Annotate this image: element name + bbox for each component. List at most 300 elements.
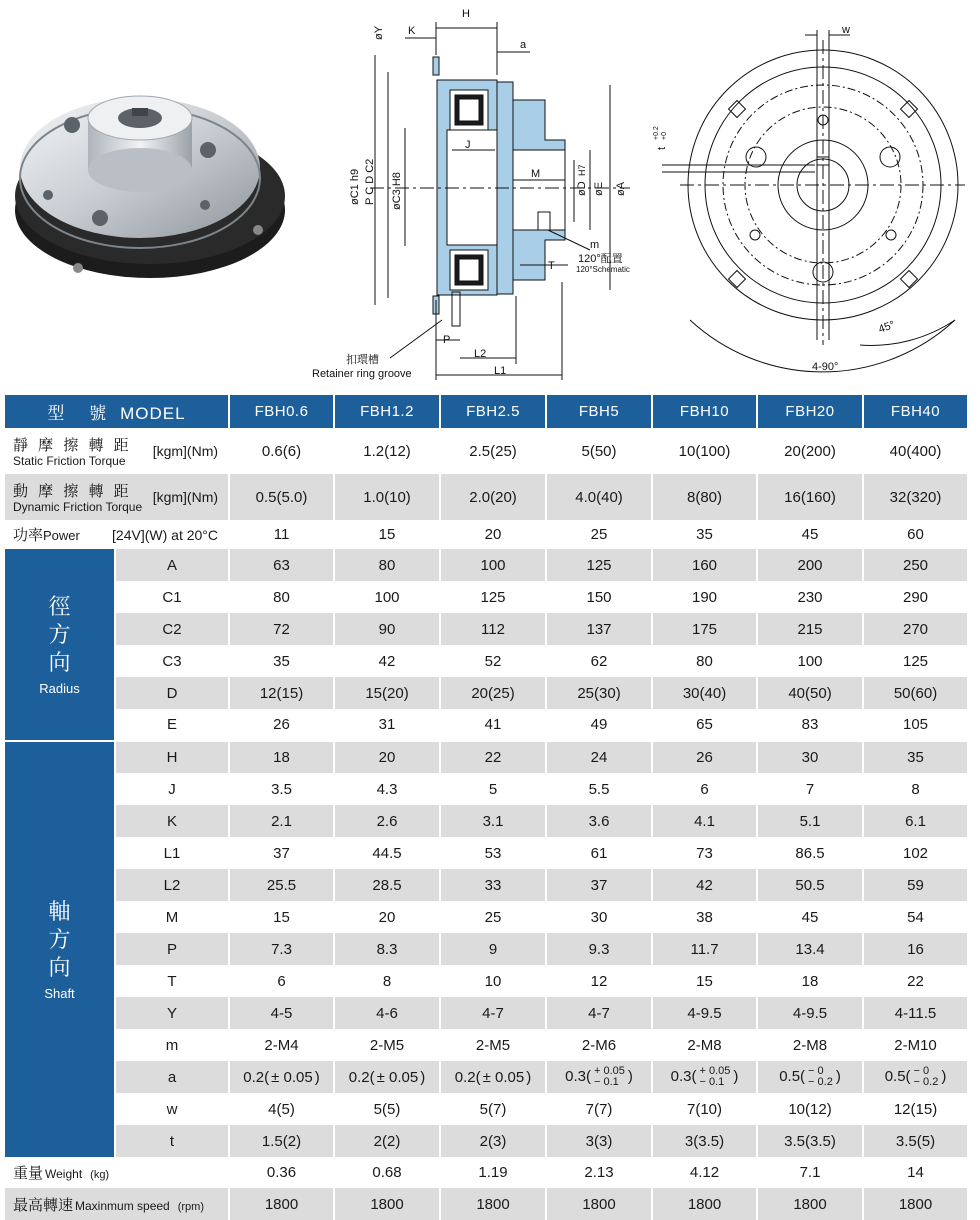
value-cell: 3(3) — [546, 1125, 652, 1157]
tol-upper: + 0.05 — [699, 1065, 731, 1077]
label-K: K — [408, 25, 416, 37]
value-cell: 13.4 — [757, 933, 863, 965]
value-cell: 49 — [546, 709, 652, 741]
value-cell: 16(160) — [757, 474, 863, 520]
value-cell: 4-9.5 — [757, 997, 863, 1029]
label-a: a — [520, 39, 527, 51]
row-label-en: Maxinmum speed — [75, 1198, 170, 1213]
value-cell: 4-5 — [229, 997, 334, 1029]
label-D: øD — [576, 181, 588, 196]
value-cell: 4-9.5 — [652, 997, 757, 1029]
label-H7: H7 — [577, 164, 587, 176]
value-cell: 4.1 — [652, 805, 757, 837]
label-L2: L2 — [474, 348, 487, 360]
value-cell: 8 — [334, 965, 440, 997]
value-cell: 125 — [546, 549, 652, 581]
value-cell: 3.6 — [546, 805, 652, 837]
value-cell: 2(2) — [334, 1125, 440, 1157]
tolerance-cell — [863, 1061, 968, 1093]
row-label-zh: 動 摩 擦 轉 距 — [13, 483, 132, 500]
value-cell: 30 — [757, 741, 863, 773]
value-cell: 15 — [229, 901, 334, 933]
model-col-6: FBH20 — [757, 395, 863, 428]
value-cell: 5.1 — [757, 805, 863, 837]
model-header-en: MODEL — [120, 404, 186, 423]
tolerance-cell — [757, 1061, 863, 1093]
value-cell: 54 — [863, 901, 968, 933]
row-label-en: Dynamic Friction Torque — [13, 500, 143, 514]
model-header — [5, 395, 229, 428]
row-param-name: K — [115, 805, 229, 837]
row-unit: [kgm](Nm) — [152, 489, 219, 505]
row-label — [5, 428, 229, 474]
value-cell: 2-M5 — [440, 1029, 546, 1061]
row-label-en: Static Friction Torque — [13, 454, 126, 468]
label-L1: L1 — [494, 365, 507, 377]
value-cell: 100 — [334, 581, 440, 613]
table-row — [5, 677, 968, 709]
tol-upper: − 0 — [808, 1065, 824, 1077]
value-cell: 42 — [652, 869, 757, 901]
value-cell: 3.1 — [440, 805, 546, 837]
value-cell: 90 — [334, 613, 440, 645]
value-cell: 83 — [757, 709, 863, 741]
value-cell: 1800 — [652, 1188, 757, 1220]
row-param-name: E — [115, 709, 229, 741]
table-row — [5, 474, 968, 520]
tol-close: ) — [314, 1068, 320, 1086]
value-cell: 63 — [229, 549, 334, 581]
tol-fraction — [700, 1066, 731, 1088]
value-cell: 7 — [757, 773, 863, 805]
tol-upper: + 0.05 — [594, 1065, 625, 1077]
value-cell: 20(200) — [757, 428, 863, 474]
value-cell: 137 — [546, 613, 652, 645]
row-label-text — [13, 524, 80, 545]
table-row — [5, 613, 968, 645]
value-cell: 65 — [652, 709, 757, 741]
tolerance-cell — [546, 1061, 652, 1093]
row-param-name: T — [115, 965, 229, 997]
value-cell: 1.19 — [440, 1157, 546, 1188]
value-cell: 22 — [440, 741, 546, 773]
tol-close: ) — [835, 1067, 841, 1085]
shaft-group-label — [5, 741, 115, 1157]
value-cell: 31 — [334, 709, 440, 741]
tol-lower: − 0.1 — [594, 1076, 619, 1088]
label-w: w — [842, 24, 850, 36]
tol-lower: − 0.1 — [699, 1076, 725, 1088]
value-cell: 105 — [863, 709, 968, 741]
product-photo — [15, 96, 285, 278]
value-cell: 1800 — [546, 1188, 652, 1220]
value-cell: 8 — [863, 773, 968, 805]
value-cell: 60 — [863, 520, 968, 549]
table-row — [5, 1188, 968, 1220]
table-row — [5, 901, 968, 933]
value-cell: 37 — [229, 837, 334, 869]
value-cell: 5(50) — [546, 428, 652, 474]
value-cell: 59 — [863, 869, 968, 901]
row-param-name: H — [115, 741, 229, 773]
table-row — [5, 1125, 968, 1157]
value-cell: 0.6(6) — [229, 428, 334, 474]
label-H: H — [462, 8, 470, 20]
label-J: J — [465, 139, 471, 151]
row-label-en: Weight — [45, 1167, 83, 1181]
table-row — [5, 645, 968, 677]
row-label-wrap — [13, 480, 228, 514]
table-row — [5, 869, 968, 901]
value-cell: 25(30) — [546, 677, 652, 709]
value-cell: 5(5) — [334, 1093, 440, 1125]
value-cell: 4-7 — [440, 997, 546, 1029]
tol-fraction — [914, 1066, 939, 1088]
tol-lower: − 0.2 — [913, 1076, 939, 1088]
row-param-name: L1 — [115, 837, 229, 869]
row-unit: (kg) — [90, 1169, 110, 1181]
value-cell: 52 — [440, 645, 546, 677]
label-t: t — [656, 146, 668, 150]
table-row — [5, 1061, 968, 1093]
value-cell: 1800 — [757, 1188, 863, 1220]
value-cell: 28.5 — [334, 869, 440, 901]
label-t-tol-up: +0.2 — [653, 126, 660, 140]
value-cell: 102 — [863, 837, 968, 869]
row-label — [5, 1157, 229, 1188]
tol-value: ± 0.05 — [482, 1068, 525, 1086]
value-cell: 32(320) — [863, 474, 968, 520]
value-cell: 6.1 — [863, 805, 968, 837]
row-label-zh: 最高轉速 — [13, 1196, 74, 1214]
model-col-1: FBH0.6 — [229, 395, 334, 428]
table-row — [5, 1093, 968, 1125]
row-unit: [24V](W) at 20°C — [112, 526, 219, 543]
group-label-char: 方 — [48, 927, 71, 952]
row-param-name: t — [115, 1125, 229, 1157]
row-param-name: P — [115, 933, 229, 965]
value-cell: 38 — [652, 901, 757, 933]
radius-group-label — [5, 549, 115, 741]
value-cell: 125 — [440, 581, 546, 613]
value-cell: 11 — [229, 520, 334, 549]
label-45: 45° — [876, 318, 897, 336]
product-illustrations — [0, 0, 980, 395]
value-cell: 1800 — [440, 1188, 546, 1220]
value-cell: 45 — [757, 520, 863, 549]
value-cell: 4.12 — [652, 1157, 757, 1188]
value-cell: 230 — [757, 581, 863, 613]
value-cell: 10 — [440, 965, 546, 997]
label-C1: øC1 h9 — [349, 168, 361, 205]
value-cell: 0.5(5.0) — [229, 474, 334, 520]
value-cell: 37 — [546, 869, 652, 901]
value-cell: 1800 — [334, 1188, 440, 1220]
group-label-char: 向 — [48, 650, 71, 675]
row-param-name: L2 — [115, 869, 229, 901]
value-cell: 26 — [229, 709, 334, 741]
row-param-name: w — [115, 1093, 229, 1125]
tol-value: ± 0.05 — [271, 1068, 313, 1086]
label-P: P — [443, 334, 451, 346]
tol-close: ) — [733, 1067, 739, 1085]
tol-close: ) — [941, 1067, 947, 1085]
value-cell: 30 — [546, 901, 652, 933]
tol-upper: − 0 — [913, 1065, 930, 1077]
table-row — [5, 549, 968, 581]
label-120-zh: 120°配置 — [578, 253, 623, 265]
value-cell: 1800 — [229, 1188, 334, 1220]
front-view-labels — [653, 24, 897, 373]
table-row — [5, 581, 968, 613]
value-cell: 2-M8 — [652, 1029, 757, 1061]
row-unit: (rpm) — [177, 1200, 205, 1213]
value-cell: 4-6 — [334, 997, 440, 1029]
value-cell: 7(7) — [546, 1093, 652, 1125]
tol-base: 0.3( — [565, 1067, 591, 1085]
label-C3: øC3 H8 — [391, 172, 403, 210]
table-row — [5, 741, 968, 773]
label-Y: øY — [373, 25, 385, 40]
value-cell: 3(3.5) — [652, 1125, 757, 1157]
value-cell: 2.13 — [546, 1157, 652, 1188]
value-cell: 215 — [757, 613, 863, 645]
table-row — [5, 1157, 968, 1188]
value-cell: 6 — [229, 965, 334, 997]
value-cell: 7.3 — [229, 933, 334, 965]
value-cell: 2-M5 — [334, 1029, 440, 1061]
value-cell: 20 — [334, 741, 440, 773]
value-cell: 26 — [652, 741, 757, 773]
model-header-zh: 型 號 — [47, 404, 117, 423]
illustration-canvas — [0, 0, 980, 395]
value-cell: 190 — [652, 581, 757, 613]
tol-base: 0.5( — [884, 1067, 911, 1085]
value-cell: 61 — [546, 837, 652, 869]
value-cell: 1800 — [863, 1188, 968, 1220]
value-cell: 2-M6 — [546, 1029, 652, 1061]
model-col-3: FBH2.5 — [440, 395, 546, 428]
value-cell: 100 — [757, 645, 863, 677]
row-label-text — [13, 434, 132, 468]
row-label-zh: 靜 摩 擦 轉 距 — [13, 437, 132, 454]
table-row — [5, 773, 968, 805]
value-cell: 112 — [440, 613, 546, 645]
value-cell: 150 — [546, 581, 652, 613]
row-unit: [kgm](Nm) — [152, 443, 219, 459]
value-cell: 5.5 — [546, 773, 652, 805]
value-cell: 290 — [863, 581, 968, 613]
value-cell: 160 — [652, 549, 757, 581]
value-cell: 25 — [440, 901, 546, 933]
value-cell: 18 — [229, 741, 334, 773]
value-cell: 14 — [863, 1157, 968, 1188]
row-label-wrap — [13, 524, 228, 545]
value-cell: 10(12) — [757, 1093, 863, 1125]
value-cell: 12(15) — [863, 1093, 968, 1125]
value-cell: 18 — [757, 965, 863, 997]
value-cell: 12(15) — [229, 677, 334, 709]
value-cell: 24 — [546, 741, 652, 773]
row-label — [5, 474, 229, 520]
value-cell: 30(40) — [652, 677, 757, 709]
tolerance-cell — [229, 1061, 334, 1093]
value-cell: 2.1 — [229, 805, 334, 837]
side-section-drawing — [370, 22, 630, 380]
value-cell: 175 — [652, 613, 757, 645]
value-cell: 2-M8 — [757, 1029, 863, 1061]
tol-base: 0.2( — [454, 1068, 481, 1086]
label-120-en: 120°Schematic — [576, 265, 630, 274]
value-cell: 50(60) — [863, 677, 968, 709]
value-cell: 9 — [440, 933, 546, 965]
row-param-name: C2 — [115, 613, 229, 645]
value-cell: 25 — [546, 520, 652, 549]
value-cell: 4.0(40) — [546, 474, 652, 520]
table-row — [5, 1029, 968, 1061]
value-cell: 2-M10 — [863, 1029, 968, 1061]
header-row — [5, 395, 968, 428]
row-param-name: M — [115, 901, 229, 933]
model-col-7: FBH40 — [863, 395, 968, 428]
row-label-text — [13, 480, 142, 514]
row-param-name: A — [115, 549, 229, 581]
tol-base: 0.2( — [243, 1068, 270, 1086]
tol-fraction — [808, 1066, 833, 1088]
table-row — [5, 837, 968, 869]
value-cell: 53 — [440, 837, 546, 869]
value-cell: 80 — [229, 581, 334, 613]
value-cell: 11.7 — [652, 933, 757, 965]
value-cell: 3.5(3.5) — [757, 1125, 863, 1157]
value-cell: 3.5 — [229, 773, 334, 805]
value-cell: 0.36 — [229, 1157, 334, 1188]
value-cell: 270 — [863, 613, 968, 645]
tol-base: 0.3( — [670, 1067, 697, 1085]
value-cell: 4-7 — [546, 997, 652, 1029]
row-label — [5, 1188, 229, 1220]
label-C2: P C D C2 — [364, 158, 376, 205]
table-row — [5, 965, 968, 997]
value-cell: 2(3) — [440, 1125, 546, 1157]
row-param-name: m — [115, 1029, 229, 1061]
value-cell: 125 — [863, 645, 968, 677]
tol-value: ± 0.05 — [376, 1068, 419, 1086]
row-label-wrap — [13, 434, 228, 468]
tol-close: ) — [627, 1067, 633, 1085]
value-cell: 73 — [652, 837, 757, 869]
group-label-char: 軸 — [48, 899, 71, 924]
table-row — [5, 997, 968, 1029]
group-label-char: 方 — [48, 622, 71, 647]
tolerance-cell — [652, 1061, 757, 1093]
label-E: øE — [593, 181, 605, 196]
value-cell: 44.5 — [334, 837, 440, 869]
row-label — [5, 520, 229, 549]
model-col-5: FBH10 — [652, 395, 757, 428]
value-cell: 2-M4 — [229, 1029, 334, 1061]
front-view-drawing — [662, 30, 965, 372]
group-label-char: 向 — [48, 955, 71, 980]
value-cell: 35 — [652, 520, 757, 549]
row-label-en: Power — [43, 528, 80, 543]
tol-base: 0.2( — [348, 1068, 375, 1086]
value-cell: 20 — [334, 901, 440, 933]
value-cell: 100 — [440, 549, 546, 581]
value-cell: 10(100) — [652, 428, 757, 474]
label-A: øA — [615, 181, 627, 196]
value-cell: 2.6 — [334, 805, 440, 837]
value-cell: 5(7) — [440, 1093, 546, 1125]
value-cell: 33 — [440, 869, 546, 901]
table-row — [5, 933, 968, 965]
value-cell: 41 — [440, 709, 546, 741]
group-label-char: 徑 — [48, 594, 71, 619]
value-cell: 35 — [863, 741, 968, 773]
value-cell: 15 — [334, 520, 440, 549]
value-cell: 12 — [546, 965, 652, 997]
tol-base: 0.5( — [779, 1067, 806, 1085]
value-cell: 20(25) — [440, 677, 546, 709]
value-cell: 15 — [652, 965, 757, 997]
row-label-zh: 功率 — [13, 527, 44, 544]
value-cell: 1.0(10) — [334, 474, 440, 520]
label-M: M — [531, 168, 541, 180]
row-label-zh: 重量 — [13, 1165, 44, 1182]
row-param-name: Y — [115, 997, 229, 1029]
group-label-en: Shaft — [44, 986, 75, 1001]
value-cell: 200 — [757, 549, 863, 581]
label-groove-en: Retainer ring groove — [312, 368, 412, 380]
model-col-4: FBH5 — [546, 395, 652, 428]
value-cell: 4.3 — [334, 773, 440, 805]
value-cell: 7.1 — [757, 1157, 863, 1188]
value-cell: 3.5(5) — [863, 1125, 968, 1157]
value-cell: 4(5) — [229, 1093, 334, 1125]
label-groove-zh: 扣環槽 — [346, 354, 379, 366]
value-cell: 8.3 — [334, 933, 440, 965]
model-col-2: FBH1.2 — [334, 395, 440, 428]
label-m: m — [590, 239, 600, 251]
tol-lower: − 0.2 — [808, 1076, 833, 1088]
value-cell: 5 — [440, 773, 546, 805]
row-param-name: C3 — [115, 645, 229, 677]
value-cell: 45 — [757, 901, 863, 933]
value-cell: 1.5(2) — [229, 1125, 334, 1157]
value-cell: 6 — [652, 773, 757, 805]
row-param-name: D — [115, 677, 229, 709]
tol-fraction — [594, 1066, 625, 1088]
table-row — [5, 805, 968, 837]
label-t-tol-down: +0 — [661, 132, 668, 140]
value-cell: 16 — [863, 933, 968, 965]
value-cell: 9.3 — [546, 933, 652, 965]
value-cell: 35 — [229, 645, 334, 677]
value-cell: 2.5(25) — [440, 428, 546, 474]
value-cell: 50.5 — [757, 869, 863, 901]
value-cell: 80 — [652, 645, 757, 677]
value-cell: 1.2(12) — [334, 428, 440, 474]
value-cell: 250 — [863, 549, 968, 581]
value-cell: 7(10) — [652, 1093, 757, 1125]
value-cell: 0.68 — [334, 1157, 440, 1188]
row-param-name: C1 — [115, 581, 229, 613]
tol-close: ) — [526, 1068, 532, 1086]
label-4-90: 4-90° — [812, 361, 839, 373]
value-cell: 40(400) — [863, 428, 968, 474]
value-cell: 62 — [546, 645, 652, 677]
value-cell: 72 — [229, 613, 334, 645]
